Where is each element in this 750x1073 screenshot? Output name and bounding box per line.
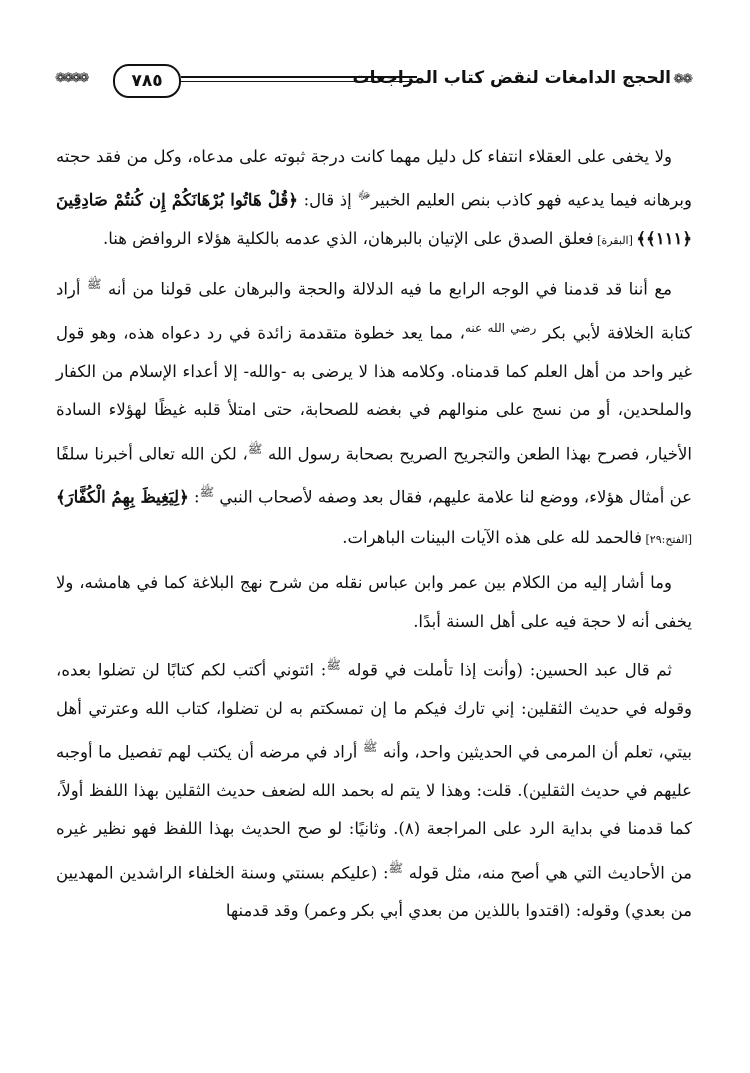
honorific-icon: رضي الله عنه bbox=[465, 321, 537, 336]
header-divider bbox=[181, 76, 417, 78]
honorific-icon: ﷺ bbox=[86, 277, 102, 292]
paragraph-3: وما أشار إليه من الكلام بين عمر وابن عباس نقله من شرح نهج البلاغة كما في هامشه، ولا يخفى أنه لا حجة فيه على أهل السنة أبدًا. bbox=[56, 573, 692, 631]
verse-reference: [البقرة] bbox=[593, 234, 637, 248]
honorific-icon: ﷺ bbox=[199, 485, 215, 500]
quran-verse: ﴿لِيَغِيظَ بِهِمُ الْكُفَّارَ﴾ bbox=[56, 487, 189, 507]
ornament-right-icon: ❁❁ bbox=[673, 72, 691, 87]
honorific-icon: ﷺ bbox=[362, 740, 378, 755]
honorific-icon: ﷺ bbox=[388, 860, 404, 875]
honorific-icon: ﷺ bbox=[247, 441, 263, 456]
paragraph-4: ثم قال عبد الحسين: (وأنت إذا تأملت في قوله $^ﷺ$: ائتوني أكتب لكم كتابًا لن تضلوا بعده، وقوله في حديث الثقلين: إني تارك فيكم ما إن تمسكتم به لن تضلوا، كتاب الله وعترتي أهل بيتي، تعلم أن المرمى في الحديثين واحد، وأنه $^ﷺ$ أراد في مرضه أن يكتب لهم تفصيل ما أوجبه عليهم في حديث الثقلين). قلت: وهذا لا يتم له بحمد الله لضعف حديث الثقلين بهذا اللفظ أولاً، كما قدمنا في بداية الرد على المراجعة (٨). وثانيًا: لو صح الحديث بهذا اللفظ فهو نظير غيره من الأحاديث التي هي أصح منه، مثل قوله $^ﷺ$: (عليكم بسنتي وسنة الخلفاء الراشدين المهديين من بعدي) وقوله: (اقتدوا باللذين من بعدي أبي بكر وعمر) وقد قدمنها bbox=[56, 658, 693, 921]
page-number: ٧٨٥ bbox=[113, 64, 181, 98]
header-divider-thin bbox=[181, 81, 417, 82]
paragraph-2: مع أننا قد قدمنا في الوجه الرابع ما فيه الدلالة والحجة والبرهان على قولنا من أنه $^ﷺ$ أراد كتابة الخلافة لأبي بكر $^{رضي الله عنه}$، مما يعد خطوة متقدمة زائدة في رد دعواه هذه، وهو قول غير واحد من أهل العلم كما قدمناه. وكلامه هذا لا يرضى به -والله- إلا أعداء الإسلام من الكفار والملحدين، أو من نسج على منوالهم في بغضه للصحابة، حتى امتلأ قلبه غيظًا لهؤلاء السادة الأخيار، فصرح بهذا الطعن والتجريح الصريح بصحابة رسول الله $^ﷺ$، لكن الله تعالى أخبرنا سلفًا عن أمثال هؤلاء، ووضع لنا علامة عليهم، فقال بعد وصفه لأصحاب النبي $^ﷺ$: ﴿لِيَغِيظَ بِهِمُ الْكُفَّارَ﴾ [الفتح:٢٩] فالحمد لله على هذه الآيات البينات الباهرات. bbox=[56, 277, 693, 548]
body-text bbox=[56, 138, 692, 931]
page-header bbox=[55, 62, 691, 102]
honorific-icon: ﷻ bbox=[357, 188, 371, 203]
verse-reference: [الفتح:٢٩] bbox=[641, 533, 692, 547]
paragraph-1: ولا يخفى على العقلاء انتفاء كل دليل مهما كانت درجة ثبوته على مدعاه، وكل من فقد حجته وبرهانه فيما يدعيه فهو كاذب بنص العليم الخبير$^ﷻ$ إذ قال: ﴿قُلْ هَاتُوا بُرْهَانَكُمْ إِن كُنتُمْ صَادِقِينَ ﴿١١١﴾﴾ [البقرة] فعلق الصدق على الإتيان بالبرهان، الذي عدمه بالكلية هؤلاء الروافض هنا. bbox=[56, 147, 692, 249]
ornament-left-icon: ❁❁❁❁ bbox=[55, 71, 87, 86]
quran-verse: ﴿قُلْ هَاتُوا بُرْهَانَكُمْ إِن كُنتُمْ صَادِقِينَ ﴿١١١﴾﴾ bbox=[56, 190, 692, 249]
running-title: الحجج الدامغات لنقض كتاب المراجعات bbox=[352, 68, 671, 88]
honorific-icon: ﷺ bbox=[326, 658, 341, 673]
